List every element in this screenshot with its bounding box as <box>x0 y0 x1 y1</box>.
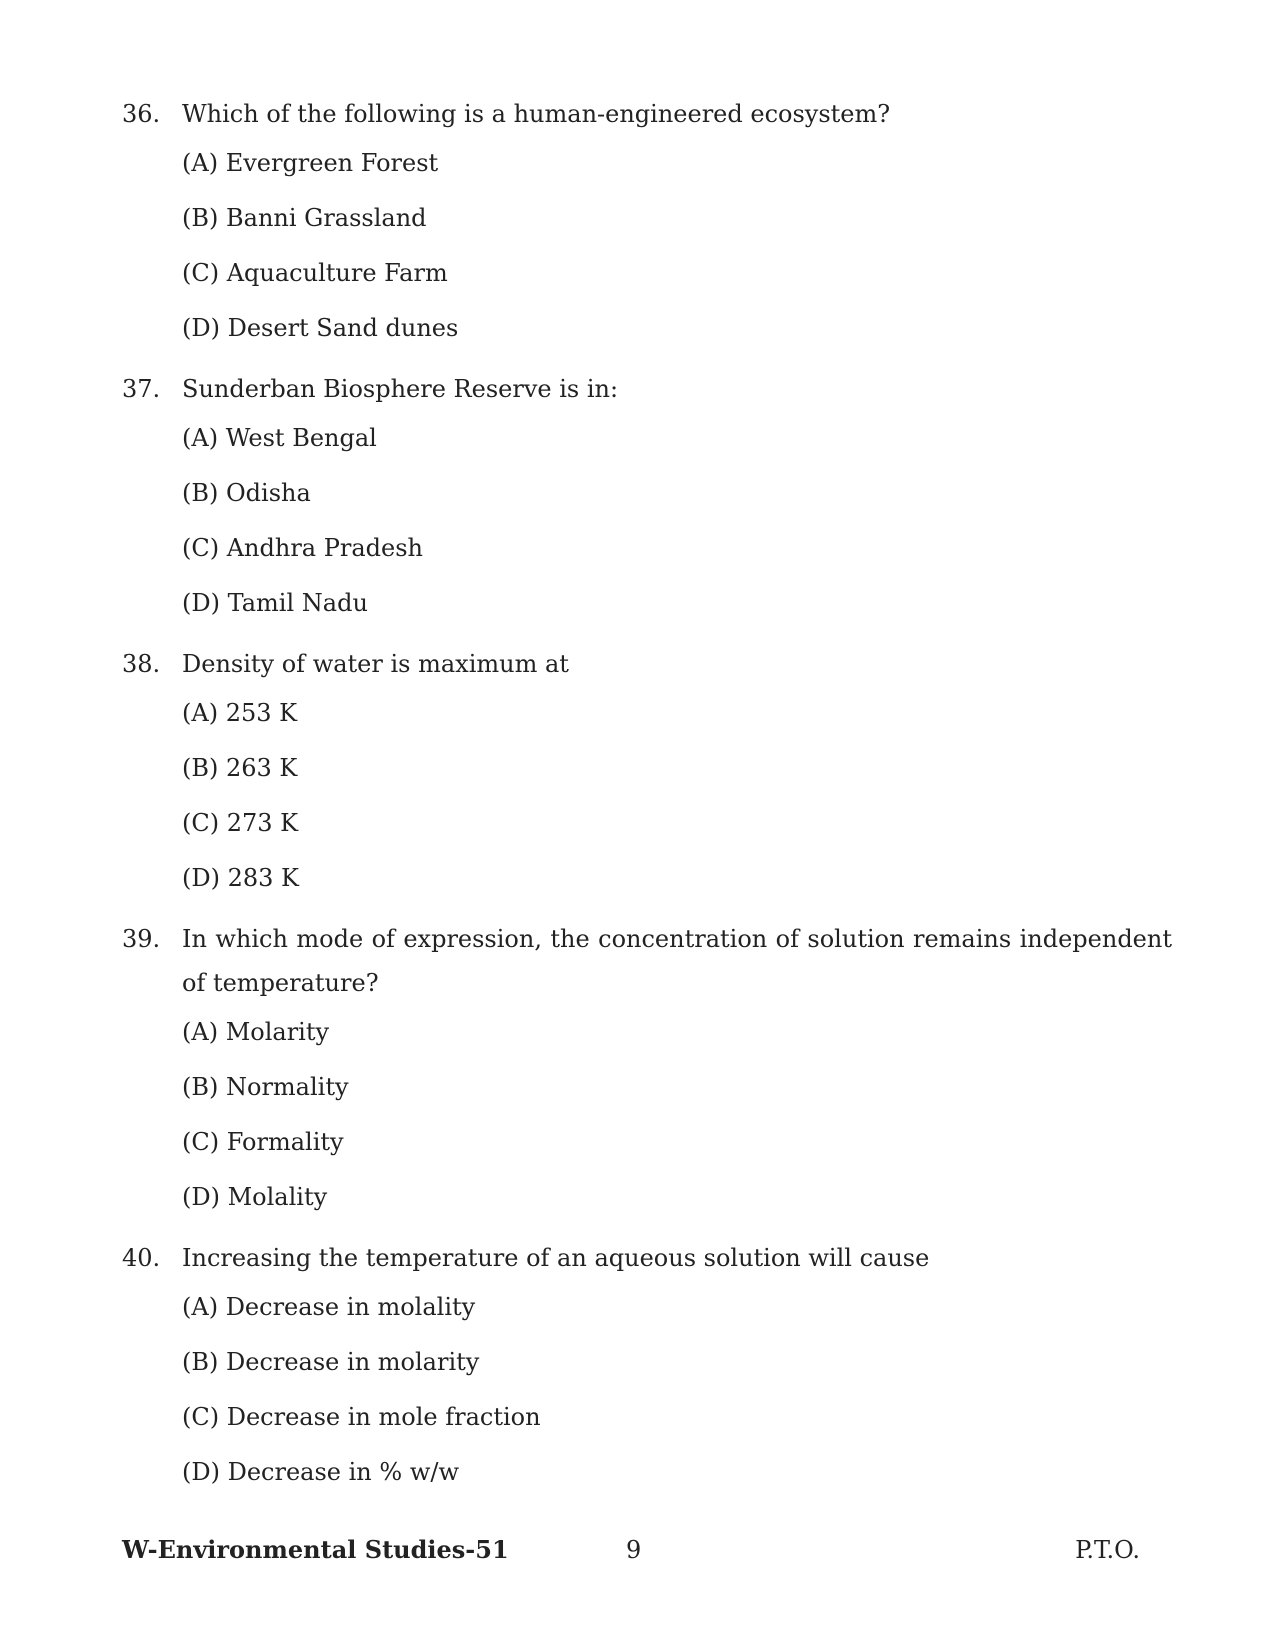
question-stem <box>122 367 1172 411</box>
question-40 <box>122 1236 1172 1500</box>
question-number: 39. <box>122 925 161 953</box>
option-d: (D) 283 K <box>182 864 299 892</box>
option-a: (A) Evergreen Forest <box>182 149 439 177</box>
question-text: Which of the following is a human-engineered ecosystem? <box>182 100 891 128</box>
options-list <box>182 411 1172 631</box>
page-footer <box>122 1530 1140 1570</box>
question-stem <box>122 92 1172 136</box>
options-list <box>182 1005 1172 1225</box>
options-list <box>182 136 1172 356</box>
option-c: (C) Aquaculture Farm <box>182 259 448 287</box>
option-c: (C) 273 K <box>182 809 299 837</box>
option-d: (D) Decrease in % w/w <box>182 1458 459 1486</box>
option-b: (B) Decrease in molarity <box>182 1348 480 1376</box>
option-c: (C) Formality <box>182 1128 344 1156</box>
option-a: (A) West Bengal <box>182 424 377 452</box>
question-stem <box>122 917 1172 1005</box>
option-b: (B) Normality <box>182 1073 349 1101</box>
question-text: Increasing the temperature of an aqueous solution will cause <box>182 1244 930 1272</box>
question-text: Density of water is maximum at <box>182 650 569 678</box>
option-c: (C) Decrease in mole fraction <box>182 1403 541 1431</box>
question-text: In which mode of expression, the concentration of solution remains independent of temperature? <box>182 925 1172 997</box>
pto-label: P.T.O. <box>1075 1536 1140 1564</box>
option-d: (D) Molality <box>182 1183 328 1211</box>
question-stem <box>122 642 1172 686</box>
option-b: (B) Banni Grassland <box>182 204 427 232</box>
question-number: 36. <box>122 100 161 128</box>
option-a: (A) Molarity <box>182 1018 330 1046</box>
question-stem <box>122 1236 1172 1280</box>
question-38 <box>122 642 1172 906</box>
page-number: 9 <box>626 1536 642 1564</box>
option-c: (C) Andhra Pradesh <box>182 534 424 562</box>
option-a: (A) 253 K <box>182 699 298 727</box>
question-36 <box>122 92 1172 356</box>
paper-code: W-Environmental Studies-51 <box>122 1535 509 1564</box>
question-37 <box>122 367 1172 631</box>
option-b: (B) 263 K <box>182 754 298 782</box>
question-number: 38. <box>122 650 161 678</box>
options-list <box>182 686 1172 906</box>
option-b: (B) Odisha <box>182 479 311 507</box>
question-39 <box>122 917 1172 1225</box>
options-list <box>182 1280 1172 1500</box>
question-number: 40. <box>122 1244 161 1272</box>
question-number: 37. <box>122 375 161 403</box>
question-text: Sunderban Biosphere Reserve is in: <box>182 375 619 403</box>
option-d: (D) Desert Sand dunes <box>182 314 459 342</box>
option-a: (A) Decrease in molality <box>182 1293 476 1321</box>
option-d: (D) Tamil Nadu <box>182 589 368 617</box>
